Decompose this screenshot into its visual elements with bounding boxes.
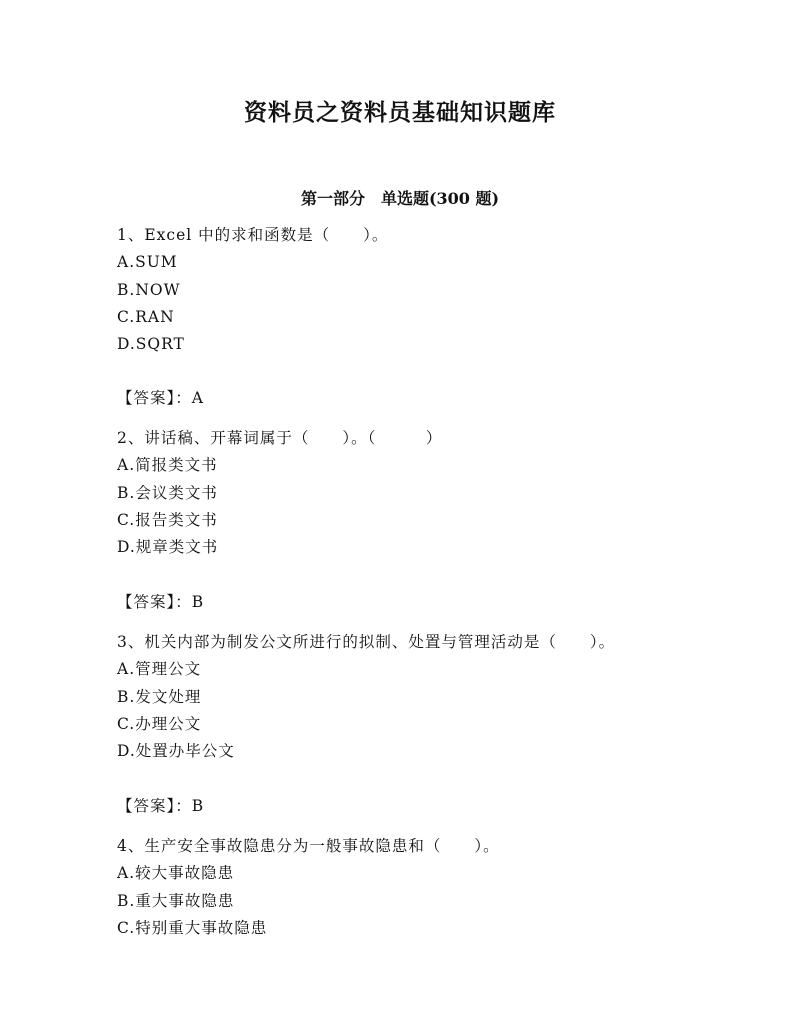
option-b: B.重大事故隐患 [117,891,235,910]
answer-3: 【答案】：B [117,797,205,815]
option-d: D.处置办毕公文 [117,742,235,761]
option-b: B.会议类文书 [117,483,218,502]
option-d: D.SQRT [117,335,185,354]
section-title: 第一部分 单选题(300 题) [300,189,500,208]
option-c: C.RAN [117,307,175,326]
option-d: D.规章类文书 [117,538,219,557]
question-stem: 2、讲话稿、开幕词属于（ ）。（ ） [117,429,443,447]
question-1 [117,222,737,358]
option-a: A.较大事故隐患 [117,864,235,883]
option-a: A.管理公文 [117,660,202,679]
option-c: C.特别重大事故隐患 [117,918,268,937]
question-stem: 4、生产安全事故隐患分为一般事故隐患和（ ）。 [117,837,500,855]
document-title: 资料员之资料员基础知识题库 [244,99,556,126]
question-2 [117,425,737,561]
answer-1: 【答案】：A [117,389,204,407]
option-a: A.SUM [117,253,178,272]
option-a: A.简报类文书 [117,456,218,475]
option-c: C.办理公文 [117,714,202,733]
question-stem: 3、机关内部为制发公文所进行的拟制、处置与管理活动是（ ）。 [117,633,616,651]
option-b: B.发文处理 [117,687,202,706]
option-c: C.报告类文书 [117,510,218,529]
option-b: B.NOW [117,280,181,299]
answer-2: 【答案】：B [117,593,205,611]
question-4 [117,833,737,942]
question-stem: 1、Excel 中的求和函数是（ ）。 [117,226,389,244]
question-3 [117,629,737,765]
